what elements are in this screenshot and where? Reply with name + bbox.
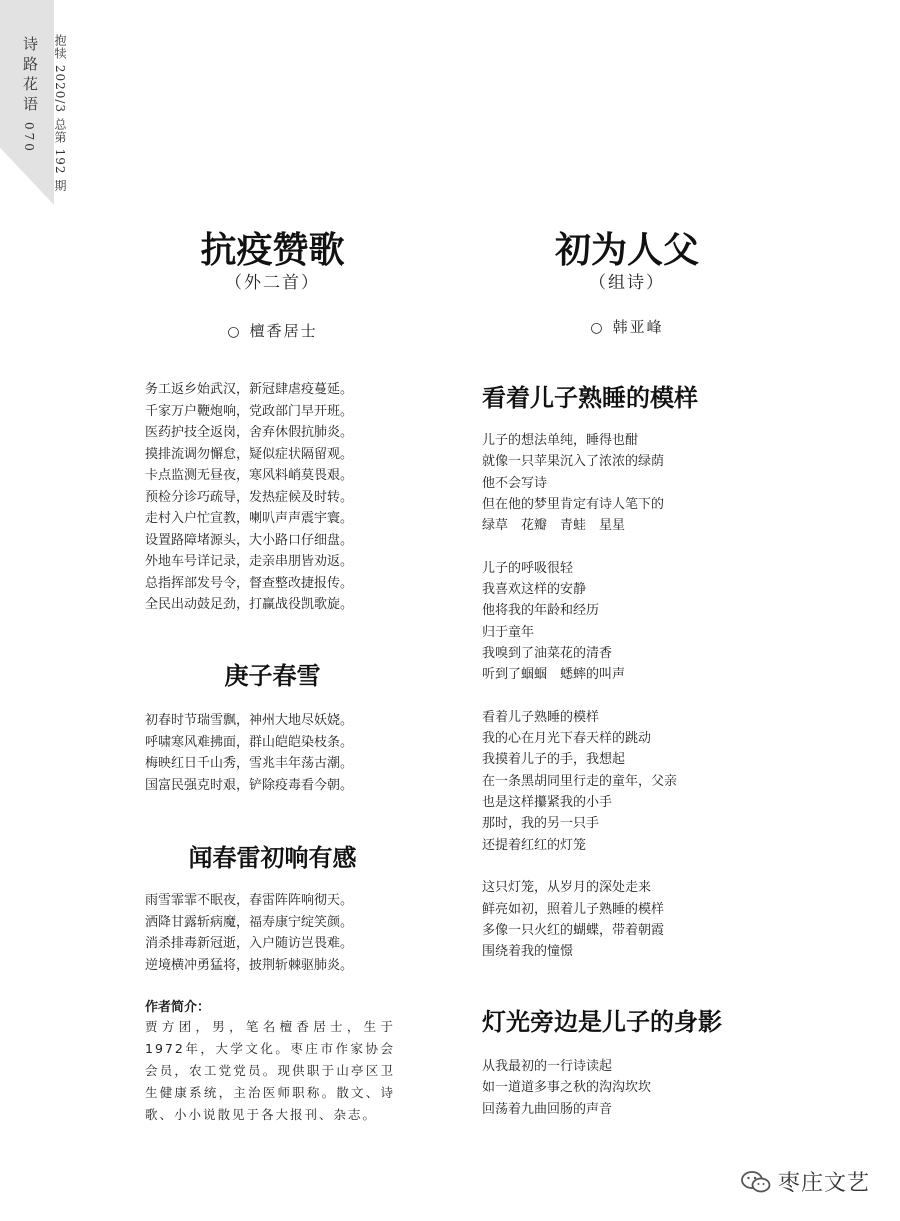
poem-line: 儿子的呼吸很轻 [482, 560, 574, 576]
left-poem-title: 抗疫赞歌 [200, 230, 345, 271]
issue-info: 抱犊 2020/3 总第 192 期 [53, 34, 67, 193]
poem-line: 医药护技全返岗，舍弃休假抗肺炎。 [145, 425, 354, 440]
poem-line: 也是这样攥紧我的小手 [482, 795, 613, 811]
poem1-lines [145, 379, 353, 616]
poem-line: 多像一只火红的蝴蝶，带着朝霞 [482, 922, 665, 938]
poem-line: 儿子的想法单纯，睡得也酣 [482, 433, 639, 448]
poem-line: 回荡着九曲回肠的声音 [482, 1101, 613, 1117]
poem-line: 全民出动鼓足劲，打赢战役凯歌旋。 [145, 597, 354, 612]
stanza-break [482, 686, 677, 707]
poem-line: 那时，我的另一只手 [482, 816, 600, 832]
poem-line: 这只灯笼，从岁月的深处走来 [482, 880, 652, 896]
poem-line: 设置路障堵源头，大小路口仔细盘。 [145, 532, 354, 548]
bio-text: 贾方团，男，笔名檀香居士，生于1972年，大学文化。枣庄市作家协会会员，农工党党员。现供职于山亭区卫生健康系统，主治医师职称。散文、诗歌、小小说散见于各大报刊、杂志。 [145, 1019, 395, 1122]
poem-line: 围绕着我的憧憬 [482, 944, 574, 960]
poem-line: 国富民强克时艰，铲除疫毒看今朝。 [145, 777, 354, 793]
poem-line: 洒降甘露斩病魔，福寿康宁绽笑颜。 [145, 914, 354, 930]
poem-line: 听到了蝈蝈 蟋蟀的叫声 [482, 667, 626, 683]
poem-line: 他不会写诗 [482, 475, 548, 491]
circle-icon: ○ [227, 324, 242, 340]
poem2-title: 庚子春雪 [224, 662, 321, 690]
poem3-lines [145, 890, 353, 976]
page-number: 070 [22, 122, 36, 154]
sec1-title: 看着儿子熟睡的模样 [482, 384, 698, 412]
poem-line: 初春时节瑞雪飘，神州大地尽妖娆。 [145, 713, 354, 728]
stanza-break [482, 856, 677, 877]
poem-line: 走村入户忙宣教，喇叭声声震宇寰。 [145, 511, 354, 526]
poem-line: 如一道道多事之秋的沟沟坎坎 [482, 1080, 652, 1096]
sec1-lines [482, 430, 677, 962]
poem-line: 看着儿子熟睡的模样 [482, 709, 600, 725]
right-author [482, 316, 772, 337]
poem-line: 他将我的年龄和经历 [482, 603, 600, 619]
poem-line: 归于童年 [482, 624, 535, 640]
poem-line: 我摸着儿子的手，我想起 [482, 752, 626, 768]
poem3-title: 闻春雷初响有感 [188, 844, 357, 872]
poem-line: 鲜亮如初，照着儿子熟睡的模样 [482, 901, 665, 917]
right-poem-subtitle: （组诗） [589, 273, 665, 293]
poem-line: 我的心在月光下春天样的跳动 [482, 731, 652, 747]
sec2-title: 灯光旁边是儿子的身影 [482, 1008, 722, 1036]
poem-line: 卡点监测无昼夜，寒风料峭莫畏艰。 [145, 468, 354, 483]
left-poem-subtitle: （外二首） [225, 273, 320, 293]
poem-line: 在一条黑胡同里行走的童年，父亲 [482, 773, 678, 789]
poem-line: 务工返乡始武汉，新冠肆虐疫蔓延。 [145, 382, 354, 397]
left-author [145, 320, 400, 341]
poem-line: 呼啸寒风难拂面，群山皑皑染枝条。 [145, 734, 354, 750]
poem-line: 我嗅到了油菜花的清香 [482, 645, 613, 661]
poem-line: 总指挥部发号令，督查整改捷报传。 [145, 575, 354, 591]
brand-name: 枣庄文艺 [777, 1171, 870, 1196]
stanza-break [482, 536, 677, 557]
left-author-name: 檀香居士 [249, 322, 318, 340]
poem-line: 逆境横冲勇猛将，披荆斩棘驱肺炎。 [145, 957, 354, 973]
poem-line: 雨雪霏霏不眠夜，春雷阵阵响彻天。 [145, 893, 354, 908]
poem-line: 外地车号详记录，走亲串朋皆劝返。 [145, 554, 354, 569]
wechat-icon [740, 1169, 772, 1195]
right-author-name: 韩亚峰 [612, 318, 664, 336]
poem-line: 就像一只苹果沉入了浓浓的绿荫 [482, 454, 665, 470]
circle-icon: ○ [590, 320, 605, 336]
poem-line: 预检分诊巧疏导，发热症候及时转。 [145, 489, 354, 505]
poem-line: 我喜欢这样的安静 [482, 582, 587, 598]
poem-line: 绿草 花瓣 青蛙 星星 [482, 518, 626, 534]
poem2-lines [145, 710, 353, 796]
brand-watermark [740, 1166, 870, 1197]
bio-heading: 作者简介： [145, 1000, 211, 1015]
poem-line: 梅映红日千山秀，雪兆丰年荡古潮。 [145, 756, 354, 771]
poem-line: 消杀排毒新冠逝，入户随访岂畏难。 [145, 936, 354, 951]
poem-line: 从我最初的一行诗读起 [482, 1059, 613, 1074]
sec2-lines [482, 1056, 651, 1120]
poem-line: 摸排流调勿懈怠，疑似症状隔留观。 [145, 446, 354, 462]
poem-line: 还提着红红的灯笼 [482, 837, 587, 853]
section-name: 诗路花语 [21, 36, 39, 116]
right-poem-title: 初为人父 [554, 230, 699, 271]
poem-line: 但在他的梦里肯定有诗人笔下的 [482, 496, 665, 512]
poem-line: 千家万户鞭炮响，党政部门早开班。 [145, 403, 354, 419]
